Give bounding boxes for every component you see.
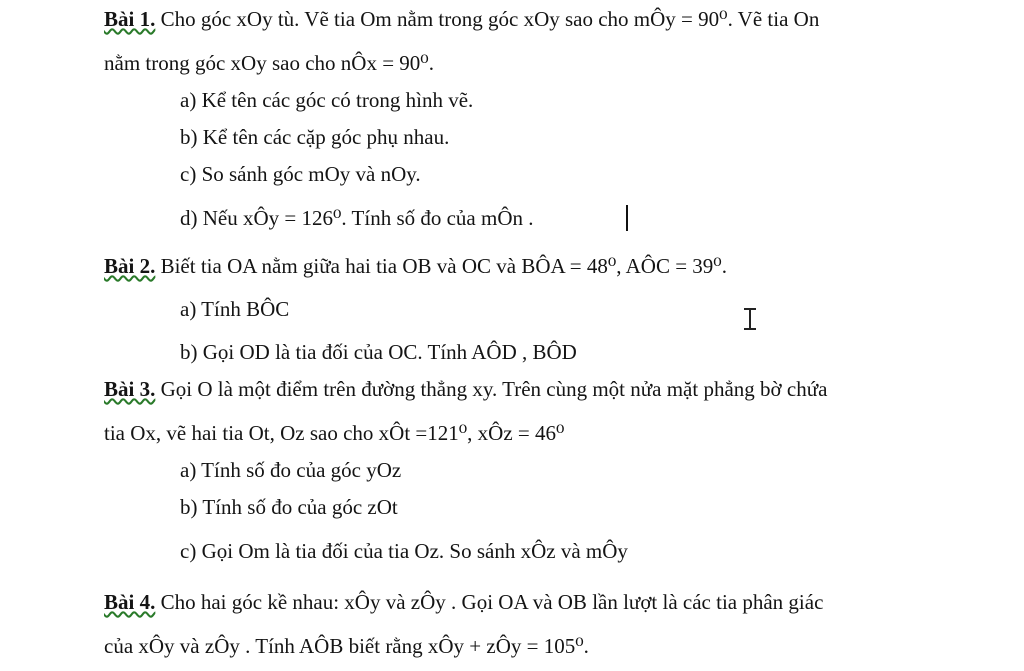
exercise-4-heading: Bài 4. — [104, 590, 156, 614]
exercise-2-item-a: a) Tính BÔC — [180, 297, 290, 321]
text-caret — [626, 205, 628, 231]
exercise-1-text-2: nằm trong góc xOy sao cho nÔx = 90⁰. — [104, 51, 434, 75]
exercise-4-line-1 — [104, 589, 823, 615]
exercise-2-heading: Bài 2. — [104, 254, 156, 278]
exercise-3-heading: Bài 3. — [104, 377, 156, 401]
exercise-3-text-2: tia Ox, vẽ hai tia Ot, Oz sao cho xÔt =121⁰, xÔz = 46⁰ — [104, 421, 565, 445]
ibeam-cursor-icon — [743, 308, 757, 330]
exercise-2-text-1: Biết tia OA nằm giữa hai tia OB và OC và BÔA = 48⁰, AÔC = 39⁰. — [160, 254, 727, 278]
exercise-3-line-1 — [104, 376, 827, 402]
exercise-1-item-a: a) Kể tên các góc có trong hình vẽ. — [180, 88, 474, 112]
exercise-1-item-d: d) Nếu xÔy = 126⁰. Tính số đo của mÔn . — [180, 206, 534, 230]
exercise-3-text-1: Gọi O là một điểm trên đường thẳng xy. Trên cùng một nửa mặt phẳng bờ chứa — [160, 377, 828, 401]
exercise-1-text-1: Cho góc xOy tù. Vẽ tia Om nằm trong góc xOy sao cho mÔy = 90⁰. Vẽ tia On — [160, 7, 820, 31]
exercise-4-text-2: của xÔy và zÔy . Tính AÔB biết rằng xÔy + zÔy = 105⁰. — [104, 634, 589, 658]
exercise-3-item-b: b) Tính số đo của góc zOt — [180, 495, 398, 519]
exercise-1-heading: Bài 1. — [104, 7, 156, 31]
exercise-1-item-b: b) Kể tên các cặp góc phụ nhau. — [180, 125, 450, 149]
exercise-1-line-1 — [104, 6, 819, 32]
exercise-2-item-b: b) Gọi OD là tia đối của OC. Tính AÔD , BÔD — [180, 340, 577, 364]
exercise-1-item-c: c) So sánh góc mOy và nOy. — [180, 162, 421, 186]
exercise-2-line-1 — [104, 253, 727, 279]
exercise-3-item-c: c) Gọi Om là tia đối của tia Oz. So sánh xÔz và mÔy — [180, 539, 628, 563]
exercise-4-text-1: Cho hai góc kề nhau: xÔy và zÔy . Gọi OA và OB lần lượt là các tia phân giác — [160, 590, 824, 614]
exercise-3-item-a: a) Tính số đo của góc yOz — [180, 458, 402, 482]
